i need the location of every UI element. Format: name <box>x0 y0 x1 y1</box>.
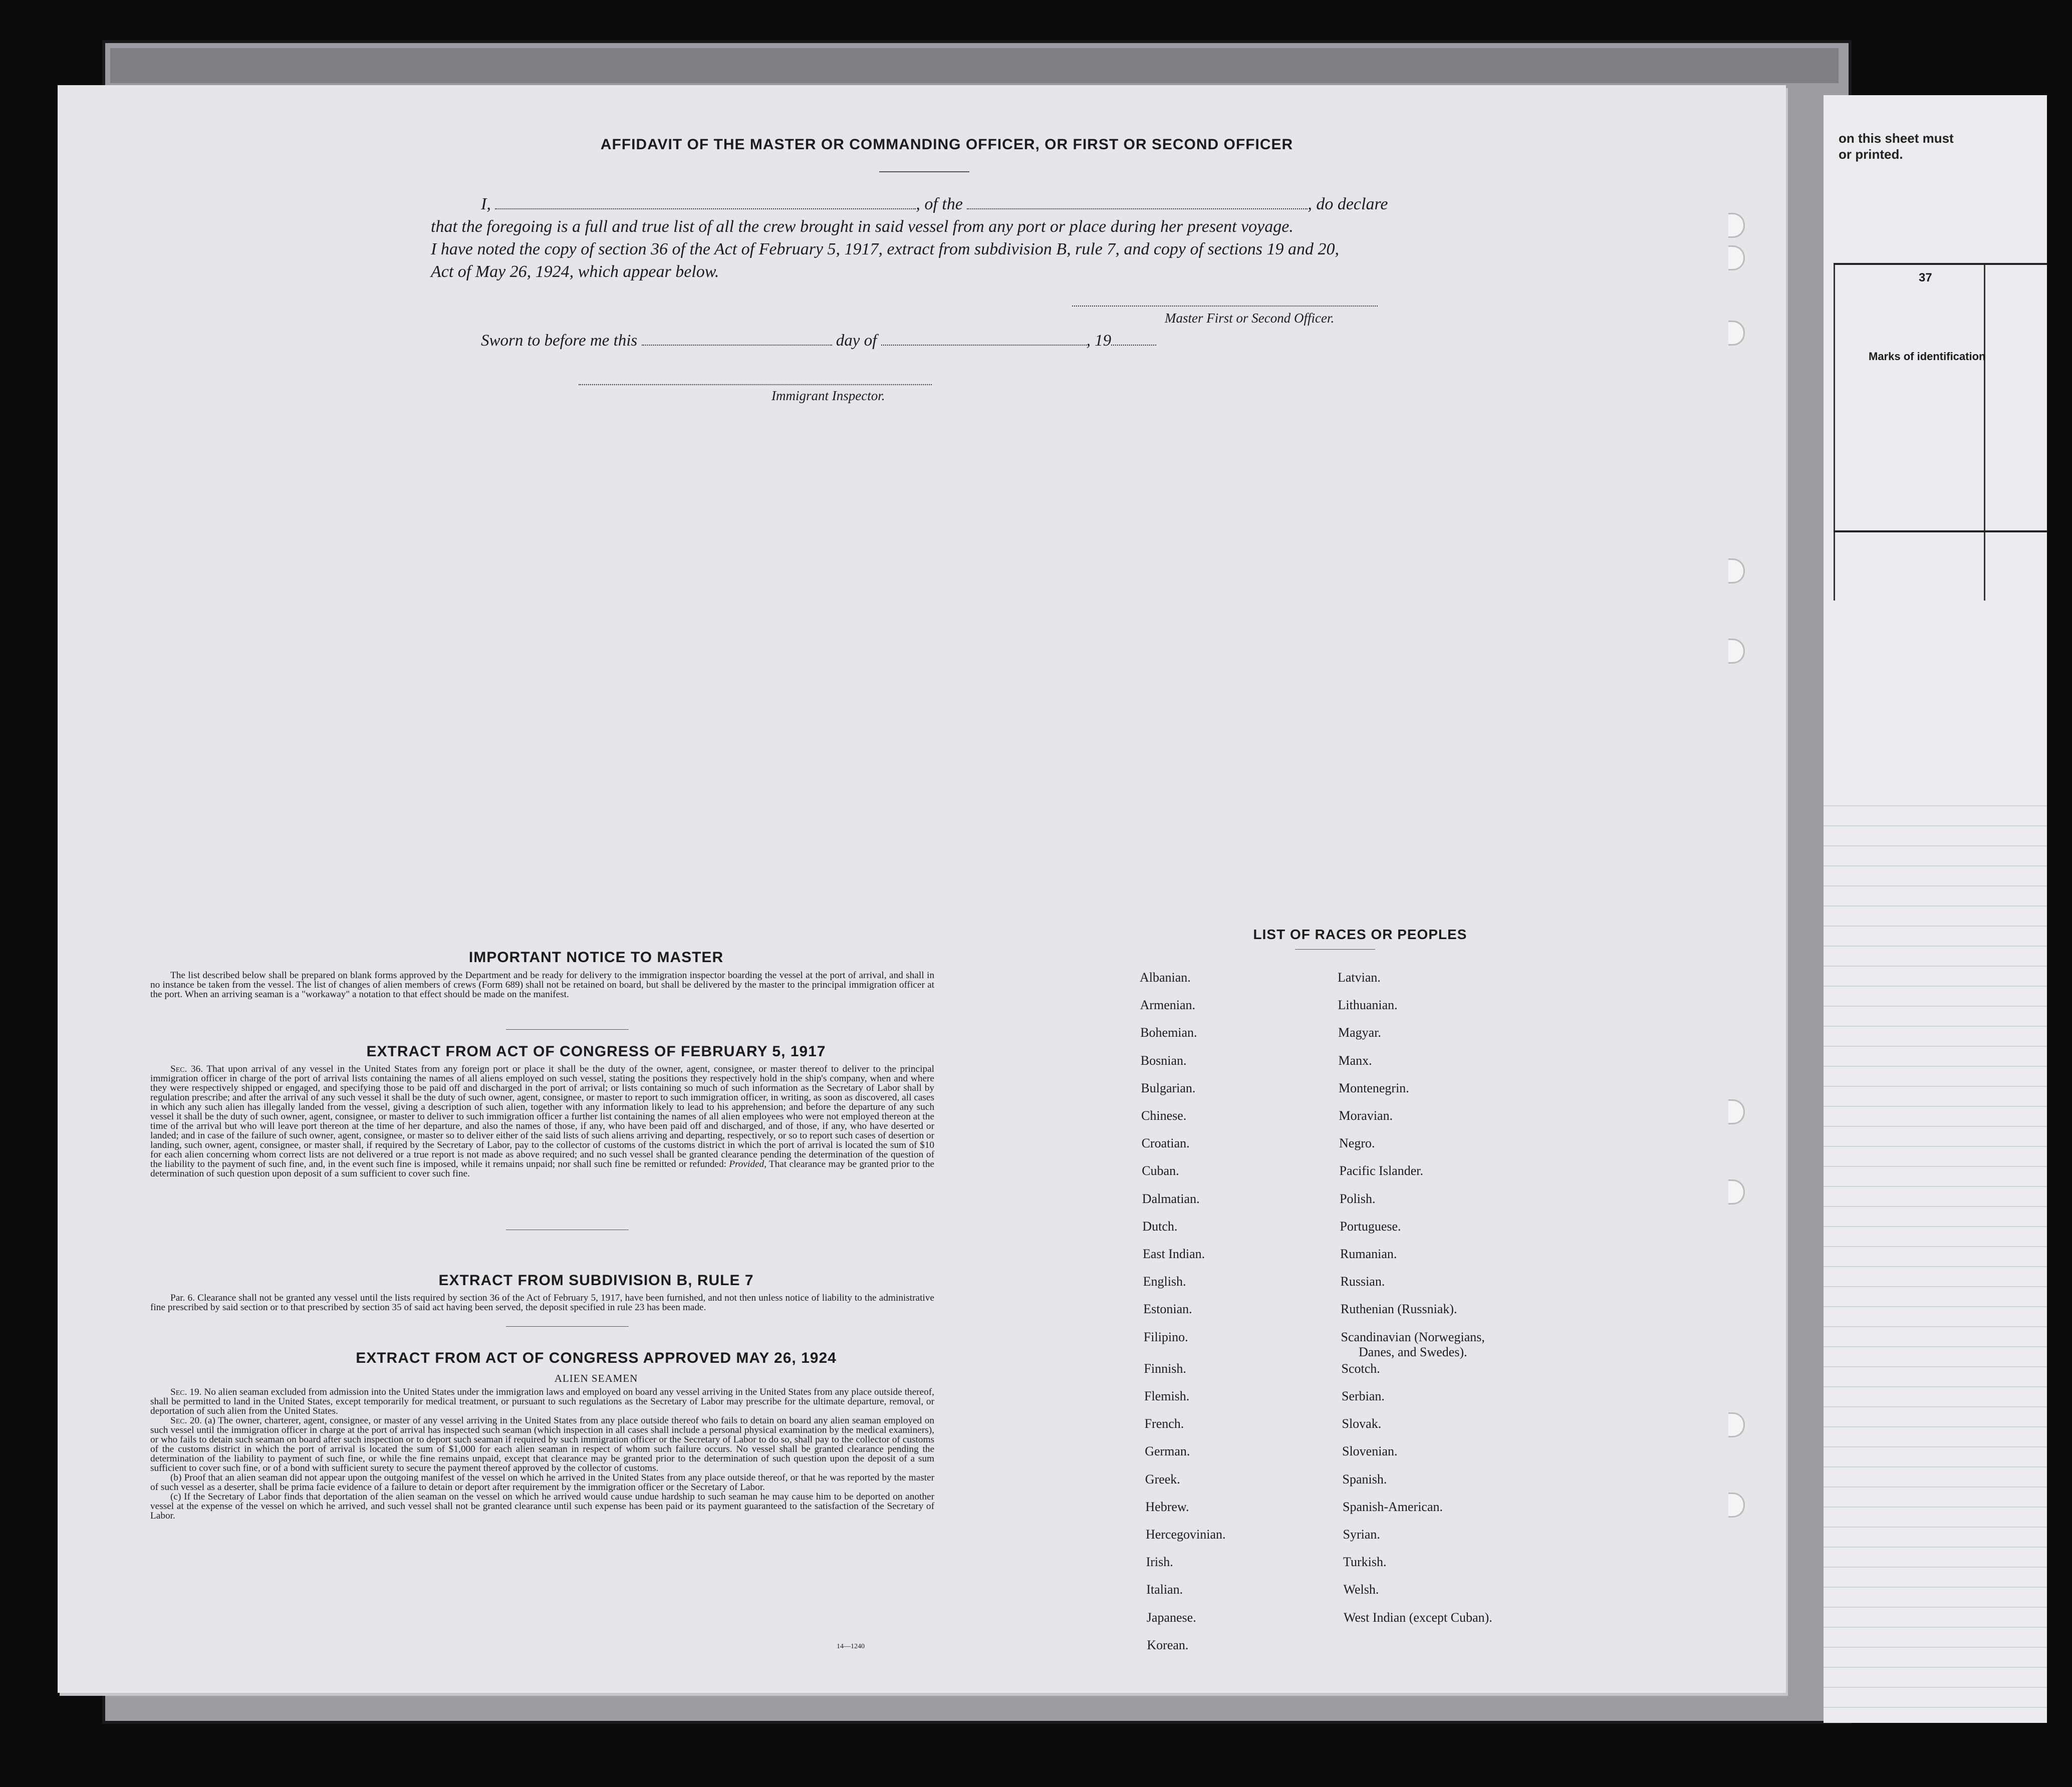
sec36-paragraph <box>150 1064 934 1178</box>
race-item: Korean. <box>1147 1637 1189 1652</box>
races-title-rule <box>1295 949 1375 950</box>
affidavit-page <box>58 85 1786 1693</box>
race-item: Polish. <box>1340 1191 1376 1206</box>
race-item: Pacific Islander. <box>1339 1163 1423 1178</box>
inspector-signature-line[interactable] <box>579 384 932 385</box>
affidavit-title <box>58 136 1836 153</box>
section-rule <box>506 1326 629 1327</box>
notice-paragraph: The list described below shall be prepared on blank forms approved by the Department and be ready for delivery to the immigration inspector boarding the vessel at the port of arrival, and shall in no instance be taken from the vessel. The list of changes of alien members of crews (Form 689) shall not be retained on board, but shall be delivered by the master to the principal immigration officer at the port. When an arriving seaman is a "workaway" a notation to that effect should be made on the manifest. <box>150 970 934 1000</box>
race-item: Hebrew. <box>1145 1499 1189 1514</box>
race-item: Negro. <box>1339 1136 1375 1151</box>
affidavit-title-text: AFFIDAVIT OF THE MASTER OR COMMANDING OFFICER, OR FIRST OR SECOND OFFICER <box>600 136 1293 153</box>
race-item: Irish. <box>1146 1555 1173 1570</box>
race-item: Chinese. <box>1141 1108 1187 1123</box>
declaration-line-4: Act of May 26, 1924, which appear below. <box>431 262 719 281</box>
race-item: Japanese. <box>1146 1610 1196 1625</box>
rule7-paragraph: Par. 6. Clearance shall not be granted any vessel until the lists required by section 36 of the Act of February 5, 1917, have been furnished, and not then unless notice of liability to the administrative fine prescribed by said section or to that prescribed by section 35 of said act having been served, the deposit specified in rule 23 has been made. <box>150 1293 934 1313</box>
extract-1917-text <box>150 1064 934 1178</box>
race-item: German. <box>1145 1444 1190 1459</box>
sec20-label: Sec. 20. <box>170 1415 202 1426</box>
race-item: Turkish. <box>1343 1555 1387 1570</box>
section-rule <box>506 1029 629 1030</box>
race-item: West Indian (except Cuban). <box>1344 1610 1492 1625</box>
race-item: Hercegovinian. <box>1146 1527 1226 1542</box>
form-code: 14—1240 <box>837 1643 865 1650</box>
race-item: English. <box>1143 1274 1186 1289</box>
master-signature-line[interactable] <box>1072 306 1378 307</box>
race-item: French. <box>1144 1416 1184 1431</box>
affidavit-declaration <box>431 193 1463 283</box>
race-item: Albanian. <box>1140 970 1191 985</box>
race-item: Estonian. <box>1143 1302 1192 1317</box>
sworn-prefix: Sworn to before me this <box>481 332 638 350</box>
race-item: Scandinavian (Norwegians, <box>1341 1329 1485 1344</box>
race-item: Russian. <box>1340 1274 1385 1289</box>
race-item: Bulgarian. <box>1141 1080 1196 1095</box>
race-item: Spanish-American. <box>1343 1499 1443 1514</box>
race-item: Danes, and Swedes). <box>1359 1344 1467 1359</box>
sec20b-paragraph: (b) Proof that an alien seaman did not appear upon the outgoing manifest of the vessel on which he arrived in the United States from any place outside thereof, or that he was reported by the master of such vessel as a deserter, shall be prima facie evidence of a failure to detain or deport after requirement by the immigration officer or the Secretary of Labor. <box>150 1472 934 1493</box>
notice-text <box>150 971 934 999</box>
sec20a-paragraph <box>150 1416 934 1473</box>
binder-hole <box>1728 1493 1745 1518</box>
race-item: Scotch. <box>1341 1361 1380 1376</box>
race-item: Dalmatian. <box>1142 1191 1200 1206</box>
binder-hole <box>1728 245 1745 270</box>
underlying-manifest-sheet <box>1824 95 2047 1723</box>
manifest-header-note <box>1839 130 2039 162</box>
race-item: Latvian. <box>1338 970 1381 985</box>
table-bottom-rule <box>1834 530 2047 532</box>
sec19-label: Sec. 19. <box>170 1387 202 1397</box>
binder-hole <box>1728 1179 1745 1205</box>
extract-rule7-text <box>150 1293 934 1312</box>
notice-title: IMPORTANT NOTICE TO MASTER <box>468 949 724 966</box>
race-item: Slovak. <box>1342 1416 1382 1431</box>
declaration-do-declare: , do declare <box>1308 195 1388 213</box>
sec19-paragraph <box>150 1387 934 1416</box>
races-title: LIST OF RACES OR PEOPLES <box>1253 927 1467 942</box>
binder-hole <box>1728 1099 1745 1124</box>
binder-hole <box>1728 321 1745 346</box>
race-item: Montenegrin. <box>1339 1080 1409 1095</box>
declaration-line-1 <box>431 193 1463 215</box>
race-item: Greek. <box>1145 1471 1180 1486</box>
sworn-day-of: day of <box>836 332 877 350</box>
race-item: Finnish. <box>1144 1361 1186 1376</box>
inspector-signature-label: Immigrant Inspector. <box>771 388 885 403</box>
race-item: Spanish. <box>1342 1471 1387 1486</box>
binder-hole <box>1728 558 1745 583</box>
race-item: Slovenian. <box>1342 1444 1398 1459</box>
sec19-body: No alien seaman excluded from admission into the United States under the immigration laws and employed on board any vessel arriving in the United States from any place outside thereof, shall be permitted to land in the United States, except temporarily for medical treatment, or pursuant to such regulations as the Secretary of Labor may prescribe for the ultimate departure, removal, or deportation of such alien from the United States. <box>150 1387 934 1416</box>
back-sheet-edge <box>110 48 1839 83</box>
race-item: Filipino. <box>1143 1329 1188 1344</box>
ruled-lines <box>1824 786 2047 1723</box>
column-title: Marks of identification <box>1869 350 1986 363</box>
sec36-end: That clearance may be granted prior to the determination of such question upon deposit of a sum sufficient to cover such fine. <box>150 1159 934 1179</box>
manifest-header-line2: or printed. <box>1839 147 1903 162</box>
sworn-year-blank[interactable] <box>1111 331 1156 346</box>
declaration-line-2: that the foregoing is a full and true list of all the crew brought in said vessel from any port or place during her present voyage. <box>431 217 1293 236</box>
alien-seamen-subtitle: ALIEN SEAMEN <box>554 1372 638 1384</box>
race-item: Italian. <box>1146 1582 1183 1597</box>
race-item: Moravian. <box>1339 1108 1393 1123</box>
race-item: Magyar. <box>1338 1025 1381 1040</box>
binder-hole <box>1728 1412 1745 1437</box>
sec20c-paragraph: (c) If the Secretary of Labor finds that deportation of the alien seaman on the vessel on which he arrived would cause undue hardship to such seaman he may cause him to be deported on another vessel at the expense of the vessel on which he arrived, and such vessel shall not be granted clearance until such expense has been paid or its payment guaranteed to the satisfaction of the Secretary of Labor. <box>150 1492 934 1521</box>
title-rule <box>879 171 969 172</box>
race-item: Croatian. <box>1141 1136 1190 1151</box>
race-item: Cuban. <box>1142 1163 1179 1178</box>
race-item: Welsh. <box>1343 1582 1379 1597</box>
declaration-line-3: I have noted the copy of section 36 of the Act of February 5, 1917, extract from subdivision B, rule 7, and copy of sections 19 and 20, <box>431 240 1340 258</box>
sec20a-body: (a) The owner, charterer, agent, consignee, or master of any vessel arriving in the United States from any place outside thereof who fails to detain on board any alien seaman employed on such vessel until the immigration officer in charge at the port of arrival has inspected such seaman (which inspection in all cases shall include a personal physical examination by the medical examiners), or who fails to detain such seaman on board after such inspection or to deport such seaman if required by such immigration officer or the Secretary of Labor to do so, shall pay to the collector of customs of the customs district in which the port of arrival is located the sum of $1,000 for each alien seaman in respect of whom such failure occurs. No vessel shall be granted clearance pending the determination of the liability to payment of such fine, or while the fine remains unpaid, except that clearance may be granted prior to the determination of such question upon the deposit of a sum sufficient to cover such fine, or of a bond with sufficient surety to secure the payment thereof approved by the collector of customs. <box>150 1415 934 1473</box>
race-item: Bosnian. <box>1140 1053 1187 1068</box>
race-item: Manx. <box>1338 1053 1372 1068</box>
extract-1924-text <box>150 1387 934 1521</box>
race-item: Bohemian. <box>1140 1025 1197 1040</box>
race-item: Portuguese. <box>1340 1219 1401 1234</box>
sworn-statement <box>481 331 1156 350</box>
manifest-header-line1: on this sheet must <box>1839 131 1954 146</box>
declaration-of-the: , of the <box>916 195 963 213</box>
race-item: Ruthenian (Russniak). <box>1341 1302 1457 1317</box>
sworn-day-blank[interactable] <box>642 331 832 346</box>
sworn-month-blank[interactable] <box>881 331 1087 346</box>
race-item: Flemish. <box>1144 1389 1190 1403</box>
sec36-body: That upon arrival of any vessel in the United States from any foreign port or place it shall be the duty of the owner, agent, consignee, or master thereof to deliver to the principal immigration officer in charge of the port of arrival lists containing the names of all aliens employed on such vessel, stating the positions they respectively hold in the ship's company, when and where they were respectively shipped or engaged, and specifying those to be paid off and discharged in the port of arrival; or lists containing so much of such information as the Secretary of Labor shall by regulation prescribe; and after the arrival of any such vessel it shall be the duty of such owner, agent, consignee, or master to report to such immigration officer, in writing, as soon as discovered, all cases in which any such alien has illegally landed from the vessel, giving a description of such alien, together with any information likely to lead to his apprehension; and before the departure of any such vessel it shall be the duty of such owner, agent, consignee, or master to deliver to such immigration officer a further list containing the names of all alien employees who were not employed thereon at the time of the arrival but who will leave port thereon at the time of her departure, and also the names of those, if any, who have been paid off and discharged, and of those, if any, who have deserted or landed; and in case of the failure of such owner, agent, consignee, or master so to deliver either of the said lists of such aliens arriving and departing, respectively, or so to report such cases of desertion or landing, such owner, agent, consignee, or master shall, if required by the Secretary of Labor, pay to the collector of customs of the customs district in which the port of arrival is located the sum of $10 for each alien concerning whom correct lists are not delivered or a true report is not made as above required; and no such vessel shall be granted clearance pending the determination of the question of the liability to the payment of such fine, and, in the event such fine is imposed, while it remains unpaid; nor shall such fine be remitted or refunded: <box>150 1064 934 1169</box>
sec36-proviso: Provided, <box>729 1159 766 1169</box>
name-blank[interactable] <box>495 194 916 209</box>
sec36-label: Sec. 36. <box>170 1064 203 1074</box>
manifest-table <box>1834 263 2047 601</box>
race-item: Armenian. <box>1140 998 1196 1013</box>
binder-hole <box>1728 639 1745 664</box>
race-item: Lithuanian. <box>1338 998 1398 1013</box>
race-item: Rumanian. <box>1340 1247 1397 1261</box>
column-number: 37 <box>1919 271 1932 284</box>
binder-hole <box>1728 213 1745 238</box>
race-item: Dutch. <box>1142 1219 1178 1234</box>
declaration-i: I, <box>481 195 491 213</box>
table-vline <box>1834 265 1835 601</box>
race-item: East Indian. <box>1143 1247 1205 1261</box>
race-item: Serbian. <box>1342 1389 1385 1403</box>
race-item: Syrian. <box>1343 1527 1380 1542</box>
table-vline <box>1984 265 1985 601</box>
extract-rule7-title: EXTRACT FROM SUBDIVISION B, RULE 7 <box>438 1272 754 1289</box>
vessel-blank[interactable] <box>967 194 1308 209</box>
extract-1917-title: EXTRACT FROM ACT OF CONGRESS OF FEBRUARY 5, 1917 <box>366 1043 826 1060</box>
master-signature-label: Master First or Second Officer. <box>1165 311 1335 326</box>
sworn-year: , 19 <box>1086 332 1112 350</box>
extract-1924-title: EXTRACT FROM ACT OF CONGRESS APPROVED MAY 26, 1924 <box>356 1350 837 1366</box>
